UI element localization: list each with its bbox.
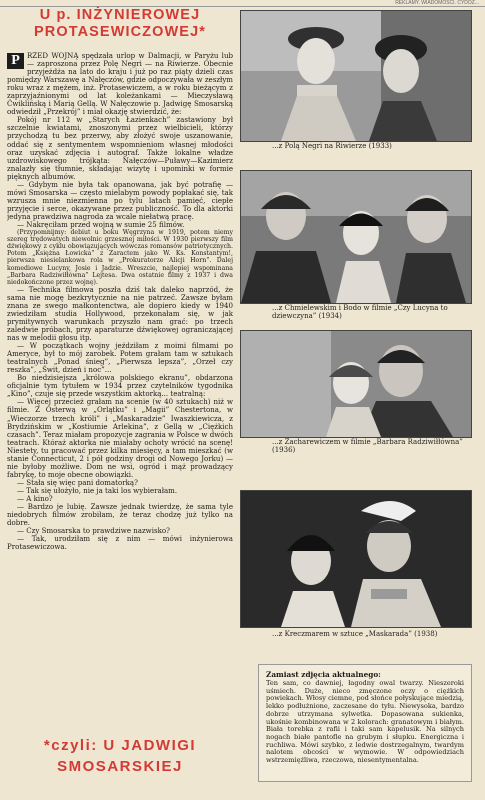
article-paragraph-12: — A kino?	[17, 494, 53, 503]
article-paragraph-10: — Stała się więc pani domatorką?	[17, 477, 138, 487]
caption-2: ...z Chmielewskim i Bodo w filmie „Czy Lucyna to dziewczyna” (1934)	[272, 304, 448, 320]
photo-pola-negri	[240, 10, 472, 142]
subtitle-line-1: *czyli: U JADWIGI	[43, 737, 197, 754]
article-paragraph-8: Bo niedzisiejsza „królowa polskiego ekranu”, obdarzona oficjalnie tym tytułem w 1934 przez czytelników tygodnika „Kino”, czuje się przede wszystkim aktorką... teatralną:	[7, 373, 233, 399]
article-paragraph-2: Pokój nr 112 w „Starych Łazienkach” zastawiony był szczelnie kwiatami, znoszonymi przez wielbicieli, którzy przychodzą tu bez przerwy, aby złożyć swoje uszanowanie, oddać się z sentymentem wspomnieniom własnej młodości oraz uzyskać zdjęcia i autograf. Także lokalne władze uzdrowiskowego trójkąta: Nałęczów—Puławy—Kazimierz znalazły się tłumnie, składając wizytę i upominki w formie pięknych albumów.	[7, 115, 233, 181]
title-line-2: PROTASEWICZOWEJ*	[33, 24, 206, 40]
article-paragraph-1: P RZED WOJNĄ spędzała urlop w Dalmacji, w Paryżu lub — zaproszona przez Polę Negri — na Riwierze. Obecnie przyjeżdża na lato do kraju i już po raz piąty dzieli czas pomiędzy Warszawę a Nałęczów, gdzie odpoczywała w zeszłym roku wraz z mężem, inż. Protasewiczem, a w roku bieżącym z zaprzyjaźnionymi od lat koleżankami — Mieczysławą Ćwiklińską i Marią Gellą. W Nałęczowie p. Jadwigę Smosarską odwiedził „Przekrój” i miał okazję stwierdzić, że:	[7, 52, 233, 117]
article-paragraph-filmography: (Przypomnijmy: debiut u boku Węgrzyna w 1919, potem niemy szereg trędowatych niewolnic grzesznej miłości. W 1930 pierwszy film dźwiękowy z cyklu obowiązujących wówczas romansów patriotycznych. Potem „Księżna Łowicka” z Zaractem jako W. Ks. Konstantym!, pierwsza niesielankowa rola w „Prokuratorze Alicji Horn”. Dalej komediowe Lucyny, Josie i Jadzie. Wreszcie, najlepiej wspominana „Barbara Radziwiłłówna” Lejtesa. Dwa ostatnie filmy z 1937 i dwa niedokończone przez wojnę).	[7, 229, 233, 286]
article-paragraph-4: — Nakręciłam przed wojną w sumie 25 filmów.	[17, 219, 185, 229]
photo-pola-negri-image	[241, 11, 471, 141]
photo-czy-lucyna	[240, 170, 472, 304]
article-paragraph-3: — Gdybym nie była tak opanowana, jak być potrafię — mówi Smosarska — często mielabym powody popłakać się, tak wzrusza mnie niezmienna po tylu latach pamięć, ciepłe przyjęcie i serce, okazywane przez publiczność. To dla aktorki jedyna prawdziwa nagroda za wcale niełatwą pracę.	[7, 179, 233, 221]
running-head: REKLAMY. WIADOMOŚCI. CYDOZ...	[0, 0, 485, 7]
caption-3: ...z Zacharewiczem w filmie „Barbara Radziwiłłówna” (1936)	[272, 438, 463, 454]
article-paragraph-14: — Czy Smosarska to prawdziwe nazwisko?	[17, 526, 170, 536]
photo-maskarada-image	[241, 491, 471, 627]
title-line-1: U p. INŻYNIEROWEJ	[39, 7, 201, 23]
caption-4: ...z Kreczmarem w sztuce „Maskarada” (1938)	[272, 630, 438, 638]
photo-barbara-radziwillowna-image	[241, 331, 471, 437]
box-title: Zamiast zdjęcia aktualnego:	[266, 670, 381, 679]
article-paragraph-15: — Tak, urodziłam się z nim — mówi inżynierowa Protasewiczowa.	[7, 534, 233, 552]
article-paragraph-6: — Technika filmowa poszła dziś tak daleko naprzód, że sama nie mogę bezkrytycznie na nie patrzeć. Zawsze byłam znana ze swego małkontenctwa, ale dopiero kiedy w 1940 zwiedziłam studia Hollywood, przekonałam się, w jak prymitywnych warunkach przyszło nam grać: po trzech zaledwie próbach, przy aparaturze dźwiękowej ograniczającej nas w melodii głosu itp.	[7, 284, 233, 343]
article-body	[7, 52, 233, 724]
article-title	[7, 7, 233, 41]
article-paragraph-13: — Bardzo je lubię. Zawsze jednak twierdzę, że sama tyle niedobrych filmów zrobiłam, że teraz chodzę już tylko na dobre.	[7, 502, 233, 528]
drop-cap: P	[7, 53, 24, 69]
box-text: Ten sam, co dawniej, łagodny owal twarzy. Nieszeroki uśmiech. Duże, nieco zmęczone oczy o ciężkich powiekach. Włosy ciemne, pod słońce połyskujące miedzią, lekko podłużnione, zaczesane do tyłu. Niewysoka, bardzo dobrze utrzymana sylwetka. Dopasowana sukienka, ukośnie kombinowana w 2 kolorach: granatowym i białym. Biała torebka z rafii i taki sam kapelusik. Na silnych nogach białe pantofle na grubym i słupku. Energiczna i ruchliwa. Mówi szybko, z ledwie dostrzegalnym, twardym nalotem obcości w wymowie. W odpowiedziach wstrzemięźliwa, rzeczowa, niesentymentalna.	[266, 679, 464, 765]
article-subtitle	[7, 735, 233, 777]
caption-1: ...z Polą Negri na Riwierze (1933)	[272, 142, 392, 150]
article-paragraph-11: — Tak się ułożyło, nie ja taki los wybierałam.	[17, 485, 178, 495]
photo-barbara-radziwillowna	[240, 330, 472, 438]
article-paragraph-7: — W początkach wojny jeździłam z moimi filmami po Ameryce, był to mój zarobek. Potem grałam tam w sztukach teatralnych „Ponad śnieg”, „Pierwsza lepsza”, „Orzeł czy reszka”, „Świt, dzień i noc”...	[7, 341, 233, 375]
subtitle-line-2: SMOSARSKIEJ	[57, 758, 183, 775]
current-appearance-box	[258, 664, 472, 782]
article-paragraph-9: — Więcej przecież grałam na scenie (w 40 sztukach) niż w filmie. Z Osterwą w „Orlątku” i „Magii” Chestertona, w „Wieczorze trzech króli” i „Maskaradzie” Iwaszkiewicza, z Brydzińskim w „Kostiumie Arlekina”, z Gellą w „Ciężkich czasach”. Teraz miałam propozycje zagrania w Polsce w dwóch teatrach. Któraż aktorka nie miałaby ochoty wrócić na scenę! Niestety, tu pracować przez kilka miesięcy, a tam mieszkać (w stanie Connecticut, 2 i pół godziny drogi od Nowego Jorku) — nie byłoby możliwe. Dom ne wsi, ogród i mąż prowadzący fabrykę, to moje obecne obowiązki.	[7, 397, 233, 479]
photo-czy-lucyna-image	[241, 171, 471, 303]
photo-maskarada	[240, 490, 472, 628]
